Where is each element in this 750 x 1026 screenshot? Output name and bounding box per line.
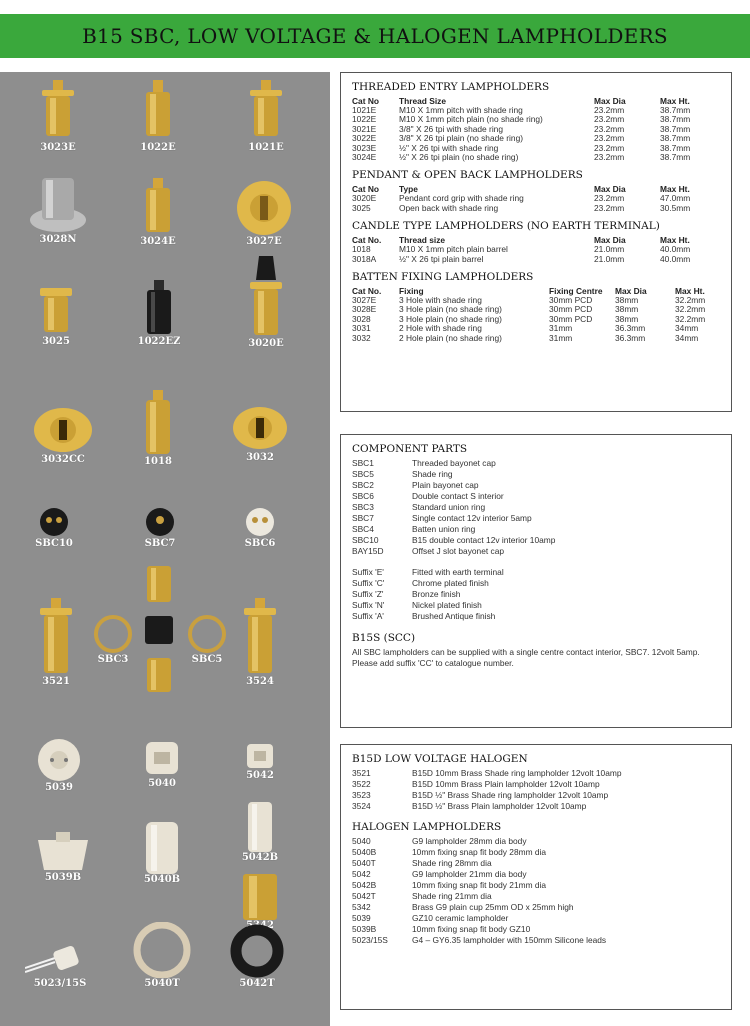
item-code: SBC10: [352, 535, 379, 545]
col-header: Max Dia: [615, 286, 647, 297]
product-label: 3027E: [246, 236, 282, 247]
product-1022EZ: [128, 280, 190, 347]
item-description: Shade ring: [412, 469, 453, 479]
list-item: [352, 589, 721, 600]
item-code: BAY15D: [352, 546, 384, 556]
section-title: PENDANT & OPEN BACK LAMPHOLDERS: [352, 169, 583, 182]
table-row: [352, 255, 721, 264]
table-cell: 47.0mm: [660, 193, 691, 204]
brass-lampholder-icon: [246, 80, 286, 142]
product-label: 1021E: [248, 142, 284, 153]
item-description: B15D ½" Brass Plain lampholder 12volt 10amp: [412, 801, 587, 811]
list-item: [352, 924, 721, 935]
item-code: 3521: [352, 768, 371, 778]
table-cell: 23.2mm: [594, 193, 625, 204]
table-cell: 21.0mm: [594, 244, 625, 255]
item-description: B15D ½" Brass Shade ring lampholder 12volt 10amp: [412, 790, 609, 800]
product-label: 1022E: [140, 142, 176, 153]
table-cell: 30mm PCD: [549, 313, 593, 324]
item-description: B15D 10mm Brass Shade ring lampholder 12volt 10amp: [412, 768, 622, 778]
product-label: SBC7: [144, 538, 176, 549]
product-3020E: [236, 256, 296, 349]
halogen-list: [352, 836, 721, 946]
product-5040B: [132, 822, 192, 885]
list-item: [352, 567, 721, 578]
col-header: Type: [399, 184, 418, 195]
product-label: 5023/15S: [33, 978, 87, 989]
section-title: HALOGEN LAMPHOLDERS: [352, 821, 502, 833]
table-cell: 38mm: [615, 313, 639, 324]
header-bar: [0, 14, 750, 58]
brass-candle-holder-icon: [142, 390, 174, 456]
table-cell: 3028: [352, 313, 371, 324]
list-item: [352, 869, 721, 880]
table-cell: 3022E: [352, 133, 377, 144]
scc-text: All SBC lampholders can be supplied with a single centre contact interior, SBC7. 12volt 5amp.: [352, 647, 700, 657]
col-header: Max Dia: [594, 235, 626, 246]
section-title: B15D LOW VOLTAGE HALOGEN: [352, 753, 528, 765]
list-item: [352, 524, 721, 535]
product-label: 5040T: [144, 978, 180, 989]
list-item: [352, 935, 721, 946]
table-cell: 3 Hole with shade ring: [399, 295, 482, 306]
item-code: Suffix 'A': [352, 611, 384, 621]
page-title: B15 SBC, LOW VOLTAGE & HALOGEN LAMPHOLDERS: [82, 24, 668, 48]
item-code: 5042B: [352, 880, 377, 890]
table-cell: 34mm: [675, 332, 699, 343]
item-description: Nickel plated finish: [412, 600, 482, 610]
ceramic-gz10-icon: [35, 738, 83, 782]
pendant-table: [352, 184, 721, 213]
brass-batten-holder-icon: [33, 404, 93, 454]
product-SBC7: [130, 506, 190, 549]
table-cell: 38.7mm: [660, 114, 691, 125]
product-label: 3028N: [39, 234, 77, 245]
product-3025: [26, 286, 86, 347]
list-item: [352, 880, 721, 891]
item-description: Brushed Antique finish: [412, 611, 496, 621]
table-cell: 36.3mm: [615, 332, 646, 343]
item-code: Suffix 'C': [352, 578, 385, 588]
table-cell: 3027E: [352, 295, 377, 306]
item-description: G9 lampholder 21mm dia body: [412, 869, 527, 879]
item-description: G9 lampholder 28mm dia body: [412, 836, 527, 846]
product-label: 1022EZ: [137, 336, 181, 347]
table-cell: 38.7mm: [660, 152, 691, 163]
item-description: Batten union ring: [412, 524, 476, 534]
table-cell: Open back with shade ring: [399, 202, 499, 213]
item-code: Suffix 'Z': [352, 589, 384, 599]
col-header: Cat No.: [352, 286, 382, 297]
item-description: GZ10 ceramic lampholder: [412, 913, 509, 923]
list-item: [352, 502, 721, 513]
item-code: 5040T: [352, 858, 376, 868]
table-cell: 32.2mm: [675, 313, 706, 324]
item-description: Brass G9 plain cup 25mm OD x 25mm high: [412, 902, 574, 912]
section-title: B15S (SCC): [352, 632, 416, 644]
product-label: 5042T: [239, 978, 275, 989]
item-description: B15D 10mm Brass Plain lampholder 12volt 10amp: [412, 779, 600, 789]
table-cell: 31mm: [549, 323, 573, 334]
table-cell: Pendant cord grip with shade ring: [399, 193, 524, 204]
table-cell: 40.0mm: [660, 253, 691, 264]
product-3023E: [28, 80, 88, 153]
col-header: Max Ht.: [675, 286, 705, 297]
list-item: [352, 902, 721, 913]
list-item: [352, 611, 721, 622]
product-5023-15S: [22, 938, 98, 989]
g4-lampholder-icon: [25, 938, 95, 978]
table-cell: 38.7mm: [660, 133, 691, 144]
table-cell: ½" X 26 tpi plain barrel: [399, 253, 484, 264]
shade-ring-icon: [133, 922, 191, 978]
product-label: 3032CC: [41, 454, 85, 465]
brass-lampholder-icon: [240, 598, 280, 676]
product-5042: [232, 742, 288, 781]
table-cell: ½" X 26 tpi plain (no shade ring): [399, 152, 519, 163]
section-title: CANDLE TYPE LAMPHOLDERS (NO EARTH TERMINAL): [352, 220, 660, 233]
brass-lampholder-icon: [38, 80, 78, 142]
item-code: SBC3: [352, 502, 374, 512]
item-code: SBC2: [352, 480, 374, 490]
section-title: COMPONENT PARTS: [352, 443, 468, 455]
product-label: 3020E: [248, 338, 284, 349]
product-1021E: [236, 80, 296, 153]
table-cell: 30mm PCD: [549, 295, 593, 306]
product-3032: [230, 404, 290, 463]
table-cell: 34mm: [675, 323, 699, 334]
list-item: [352, 513, 721, 524]
item-description: 10mm fixing snap fit body 28mm dia: [412, 847, 547, 857]
table-cell: 2 Hole plain (no shade ring): [399, 332, 502, 343]
col-header: Cat No: [352, 184, 379, 195]
item-code: 5023/15S: [352, 935, 388, 945]
item-description: Fitted with earth terminal: [412, 567, 504, 577]
table-cell: 3032: [352, 332, 371, 343]
item-description: Shade ring 21mm dia: [412, 891, 492, 901]
component-parts-box: [340, 434, 732, 728]
table-cell: 40.0mm: [660, 244, 691, 255]
item-code: SBC1: [352, 458, 374, 468]
table-cell: 30mm PCD: [549, 304, 593, 315]
table-cell: 3018A: [352, 253, 377, 264]
product-5342: [230, 874, 290, 931]
components-list: [352, 458, 721, 557]
product-label: 5039B: [44, 872, 82, 883]
table-cell: 3025: [352, 202, 371, 213]
product-5042T: [222, 924, 292, 989]
col-header: Fixing Centre: [549, 286, 603, 297]
table-cell: 3031: [352, 323, 371, 334]
table-cell: 3023E: [352, 142, 377, 153]
list-item: [352, 480, 721, 491]
black-shade-ring-icon: [230, 924, 284, 978]
product-label: 5040B: [143, 874, 181, 885]
list-item: [352, 491, 721, 502]
batten-table: [352, 286, 721, 343]
product-label: SBC6: [244, 538, 276, 549]
ceramic-snap-body-icon: [142, 822, 182, 874]
item-description: Plain bayonet cap: [412, 480, 479, 490]
list-item: [352, 458, 721, 469]
item-code: SBC5: [352, 469, 374, 479]
item-code: 5042: [352, 869, 371, 879]
table-cell: 1021E: [352, 105, 377, 115]
list-item: [352, 836, 721, 847]
table-cell: 23.2mm: [594, 133, 625, 144]
product-label: 3524: [246, 676, 274, 687]
list-item: [352, 913, 721, 924]
table-cell: 23.2mm: [594, 152, 625, 163]
shade-ring-icon: [187, 614, 227, 654]
table-cell: 23.2mm: [594, 123, 625, 134]
item-code: 5042T: [352, 891, 376, 901]
table-cell: 1022E: [352, 114, 377, 125]
table-cell: 30.5mm: [660, 202, 691, 213]
product-5040: [132, 738, 192, 789]
list-item: [352, 801, 721, 812]
col-header: Max Ht.: [660, 235, 690, 246]
brass-lampholder-icon: [140, 80, 176, 142]
product-1022E: [128, 80, 188, 153]
table-cell: 3020E: [352, 193, 377, 204]
halogen-box: [340, 744, 732, 1010]
item-description: Chrome plated finish: [412, 578, 489, 588]
col-header: Cat No.: [352, 235, 382, 246]
table-row: [352, 204, 721, 213]
lampholder-specs-box: [340, 72, 732, 412]
table-cell: 23.2mm: [594, 142, 625, 153]
table-cell: 2 Hole with shade ring: [399, 323, 482, 334]
table-cell: 32.2mm: [675, 304, 706, 315]
ceramic-g9-icon: [245, 742, 275, 770]
table-cell: 23.2mm: [594, 114, 625, 125]
sbc-parts-stack: [134, 566, 184, 694]
product-SBC3: [88, 614, 138, 665]
table-cell: 3028E: [352, 304, 377, 315]
product-3521: [26, 598, 86, 687]
product-SBC6: [230, 506, 290, 549]
union-ring-icon: [93, 614, 133, 654]
col-header: Max Dia: [594, 184, 626, 195]
item-description: G4 – GY6.35 lampholder with 150mm Silicone leads: [412, 935, 607, 945]
ceramic-snap-body-icon: [244, 802, 276, 852]
scc-text: Please add suffix 'CC' to catalogue number.: [352, 658, 514, 668]
product-label: 5042: [246, 770, 274, 781]
col-header: Fixing: [399, 286, 424, 297]
item-description: B15 double contact 12v interior 10amp: [412, 535, 556, 545]
col-header: Thread Size: [399, 96, 447, 106]
table-cell: 32.2mm: [675, 295, 706, 306]
table-row: [352, 153, 721, 162]
bayonet-parts-stack-icon: [139, 566, 179, 694]
product-3032CC: [26, 404, 100, 465]
item-description: Double contact S interior: [412, 491, 504, 501]
table-cell: 21.0mm: [594, 253, 625, 264]
item-code: 3524: [352, 801, 371, 811]
table-cell: 38mm: [615, 304, 639, 315]
table-cell: 23.2mm: [594, 105, 625, 115]
item-description: Bronze finish: [412, 589, 461, 599]
product-5040T: [124, 922, 200, 989]
product-SBC10: [24, 506, 84, 549]
table-cell: 31mm: [549, 332, 573, 343]
product-3524: [230, 598, 290, 687]
item-code: 5040: [352, 836, 371, 846]
nickel-batten-holder-icon: [28, 172, 88, 234]
list-item: [352, 600, 721, 611]
black-interior-icon: [39, 506, 69, 538]
black-lampholder-icon: [142, 280, 176, 336]
brass-pendant-holder-icon: [246, 256, 286, 338]
list-item: [352, 535, 721, 546]
list-item: [352, 768, 721, 779]
brass-open-back-icon: [36, 286, 76, 336]
item-description: Shade ring 28mm dia: [412, 858, 492, 868]
item-code: Suffix 'N': [352, 600, 385, 610]
brass-batten-holder-icon: [232, 404, 288, 452]
list-item: [352, 790, 721, 801]
table-cell: 3024E: [352, 152, 377, 163]
threaded-table: [352, 96, 721, 162]
item-description: Standard union ring: [412, 502, 486, 512]
product-label: 5040: [148, 778, 176, 789]
list-item: [352, 578, 721, 589]
table-cell: 3 Hole plain (no shade ring): [399, 313, 502, 324]
ceramic-g9-icon: [142, 738, 182, 778]
section-title: THREADED ENTRY LAMPHOLDERS: [352, 81, 550, 93]
product-5042B: [232, 802, 288, 863]
item-code: 3522: [352, 779, 371, 789]
table-cell: 3/8" X 26 tpi with shade ring: [399, 123, 504, 134]
brass-lampholder-icon: [36, 598, 76, 676]
product-label: 1018: [144, 456, 172, 467]
section-title: BATTEN FIXING LAMPHOLDERS: [352, 271, 534, 284]
item-description: Threaded bayonet cap: [412, 458, 496, 468]
table-cell: 38.7mm: [660, 123, 691, 134]
candle-table: [352, 235, 721, 264]
table-cell: 23.2mm: [594, 202, 625, 213]
suffix-list: [352, 567, 721, 622]
table-row: [352, 334, 721, 343]
brass-batten-holder-icon: [232, 180, 296, 236]
table-cell: 38.7mm: [660, 142, 691, 153]
item-code: 3523: [352, 790, 371, 800]
table-cell: M10 X 1mm pitch with shade ring: [399, 105, 523, 115]
list-item: [352, 847, 721, 858]
list-item: [352, 779, 721, 790]
product-label: 5342: [246, 920, 274, 931]
product-5039B: [28, 832, 98, 883]
item-description: Single contact 12v interior 5amp: [412, 513, 532, 523]
item-code: 5039: [352, 913, 371, 923]
product-5039: [26, 738, 92, 793]
table-cell: 1018: [352, 244, 371, 255]
list-item: [352, 546, 721, 557]
table-cell: 36.3mm: [615, 323, 646, 334]
product-label: 3025: [42, 336, 70, 347]
product-label: 5039: [45, 782, 73, 793]
col-header: Max Ht.: [660, 96, 690, 106]
table-cell: ½" X 26 tpi with shade ring: [399, 142, 499, 153]
product-label: 3024E: [140, 236, 176, 247]
product-label: SBC10: [35, 538, 73, 549]
b15d-list: [352, 768, 721, 812]
item-code: 5039B: [352, 924, 377, 934]
table-cell: 3 Hole plain (no shade ring): [399, 304, 502, 315]
item-description: 10mm fixing snap fit body 21mm dia: [412, 880, 547, 890]
product-1018: [128, 390, 188, 467]
product-3024E: [128, 178, 188, 247]
product-3028N: [20, 172, 96, 245]
product-SBC5: [182, 614, 232, 665]
product-label: SBC5: [191, 654, 223, 665]
table-cell: M10 X 1mm pitch plain (no shade ring): [399, 114, 543, 125]
item-code: SBC6: [352, 491, 374, 501]
product-label: 3023E: [40, 142, 76, 153]
col-header: Cat No: [352, 96, 379, 106]
item-description: Offset J slot bayonet cap: [412, 546, 505, 556]
list-item: [352, 891, 721, 902]
white-interior-icon: [245, 506, 275, 538]
table-cell: 3021E: [352, 123, 377, 134]
brass-lampholder-icon: [140, 178, 176, 236]
table-cell: M10 X 1mm pitch plain barrel: [399, 244, 508, 255]
product-label: SBC3: [97, 654, 129, 665]
table-cell: 3/8" X 26 tpi plain (no shade ring): [399, 133, 524, 144]
item-code: 5040B: [352, 847, 377, 857]
product-label: 3032: [246, 452, 274, 463]
table-cell: 38mm: [615, 295, 639, 306]
col-header: Max Dia: [594, 96, 626, 106]
brass-cup-icon: [241, 874, 279, 920]
product-photo-panel: [0, 72, 330, 1026]
list-item: [352, 858, 721, 869]
item-description: 10mm fixing snap fit body GZ10: [412, 924, 531, 934]
table-cell: 38.7mm: [660, 105, 691, 115]
ceramic-snap-body-icon: [36, 832, 90, 872]
list-item: [352, 469, 721, 480]
item-code: Suffix 'E': [352, 567, 384, 577]
black-interior-icon: [145, 506, 175, 538]
item-code: 5342: [352, 902, 371, 912]
product-3027E: [224, 180, 304, 247]
product-label: 3521: [42, 676, 70, 687]
product-label: 5042B: [241, 852, 279, 863]
item-code: SBC4: [352, 524, 374, 534]
col-header: Max Ht.: [660, 184, 690, 195]
item-code: SBC7: [352, 513, 374, 523]
col-header: Thread size: [399, 235, 446, 246]
